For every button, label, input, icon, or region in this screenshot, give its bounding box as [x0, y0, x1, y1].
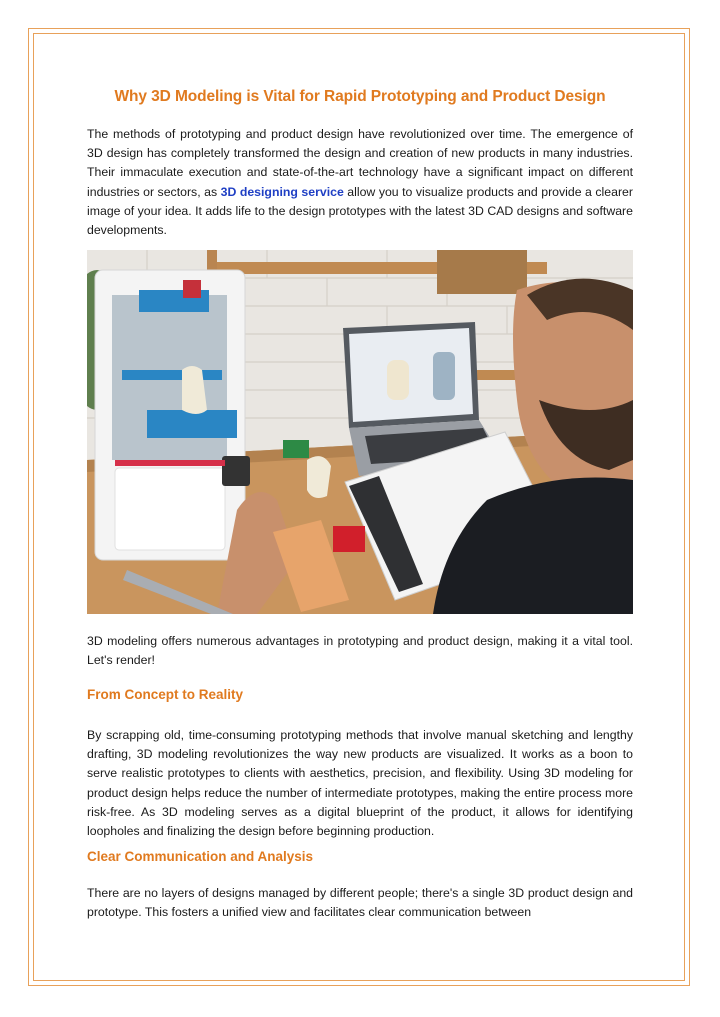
section-2-heading-wrap	[87, 849, 633, 864]
advantages-paragraph: 3D modeling offers numerous advantages in prototyping and product design, making it a vital tool. Let's render!	[87, 634, 633, 668]
section-1-body-wrap	[87, 726, 633, 841]
intro-text-after: allow you to visualize products and provide a clearer image of your idea. It adds life to the design prototypes with the latest 3D CAD designs and software developments.	[87, 184, 633, 238]
intro-paragraph-wrap	[87, 125, 633, 240]
article-photo	[87, 250, 633, 614]
advantages-paragraph-wrap	[87, 632, 633, 670]
section-body-communication: There are no layers of designs managed by different people; there's a single 3D product design and prototype. This fosters a unified view and facilitates clear communication between	[87, 886, 633, 920]
section-heading-communication: Clear Communication and Analysis	[87, 849, 314, 864]
designing-service-link[interactable]: 3D designing service	[220, 184, 344, 199]
section-heading-concept: From Concept to Reality	[87, 687, 244, 702]
article-title-wrap	[87, 88, 633, 106]
intro-paragraph	[87, 125, 633, 240]
section-1-heading-wrap	[87, 687, 633, 702]
intro-text-before: The methods of prototyping and product design have revolutionized over time. The emergence of 3D design has completely transformed the design and creation of new products in many industries. Their immaculate execution and state-of-the-art technology have a significant impact on different industries or sectors, as	[87, 127, 633, 199]
article-title: Why 3D Modeling is Vital for Rapid Prototyping and Product Design	[114, 88, 606, 105]
section-2-body-wrap	[87, 884, 633, 922]
section-body-concept: By scrapping old, time-consuming prototyping methods that involve manual sketching and lengthy drafting, 3D modeling revolutionizes the way new products are visualized. It works as a boon to serve realistic prototypes to clients with aesthetics, precision, and flexibility. Using 3D modeling for product design helps reduce the number of intermediate prototypes, making the entire process more risk-free. As 3D modeling serves as a digital blueprint of the product, it allows for identifying loopholes and finalizing the design before beginning production.	[87, 728, 633, 839]
